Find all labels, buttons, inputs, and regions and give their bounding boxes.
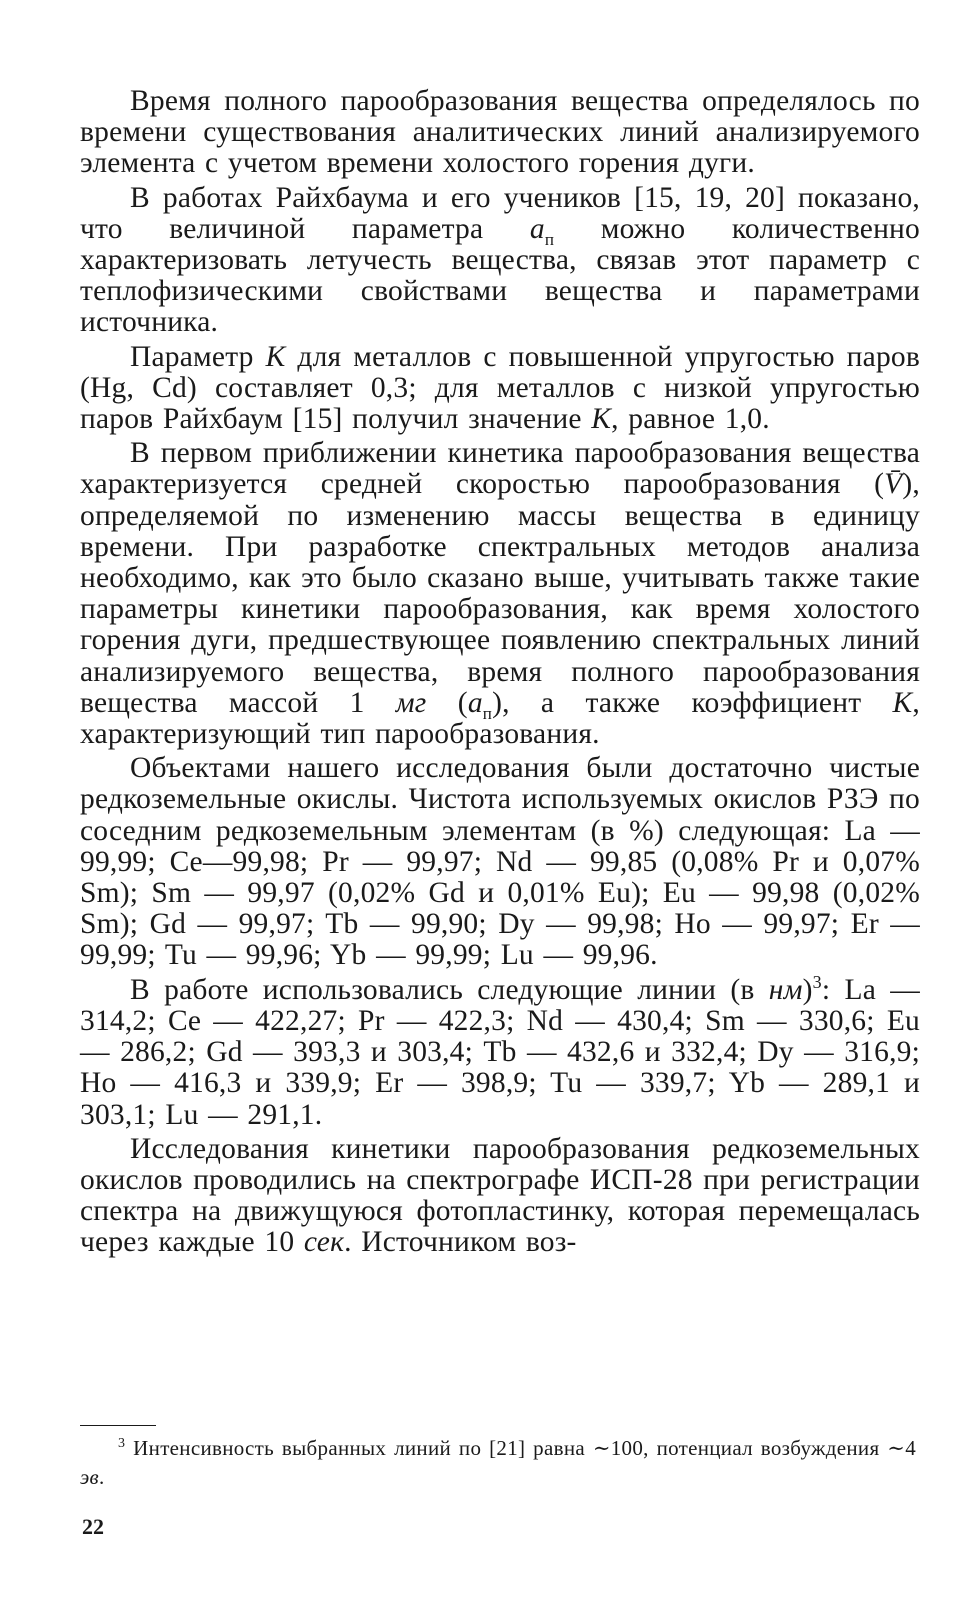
text-run: : La — 314,2; Ce — 422,27; Pr — 422,3; Nd — 430,4; Sm — 330,6; Eu — 286,2; Gd — 393,3 и 303,4; Tb — 432,6 и 332,4; Dy — 316,9; Ho — 416,3 и 339,9; Er — 398,9; Tu — 339,7; Yb — 289,1 и 303,1; Lu — 291,1.	[80, 973, 920, 1131]
text-run: для металлов с повышенной упругостью паров (Hg, Cd) составляет 0,3; для металлов с низкой упругостью паров Райхбаум [15] получил значение	[80, 340, 920, 436]
paragraph	[80, 971, 920, 1131]
paragraph	[80, 753, 920, 971]
italic-run: K	[265, 340, 286, 373]
text-run: В работах Райхбаума и его учеников [15, 19, 20] показано, что величиной параметра	[80, 181, 920, 245]
sub-run: п	[482, 703, 493, 723]
footnote-unit: эв	[80, 1465, 99, 1489]
sup-run: 3	[812, 971, 822, 992]
footnote-marker: 3	[118, 1436, 126, 1451]
text-run: , характеризующий тип парообразования.	[80, 686, 920, 751]
text-run: Исследования кинетики парообразования редкоземельных окислов проводились на спектрографе ИСП-28 при регистрации спектра на движущуюся фотопластинку, которая перемещалась через каждые 10	[80, 1132, 920, 1259]
text-run: ), а также коэффициент	[492, 686, 893, 719]
text-run: ), определяемой по изменению массы вещества в единицу времени. При разработке спектральных методов анализа необходимо, как это было сказано выше, учитывать также такие параметры кинетики парообразования, как время холостого горения дуги, предшествующее появлению спектральных линий анализируемого вещества, время полного парообразования вещества массой 1	[80, 468, 920, 719]
text-run: , равное 1,0.	[611, 403, 770, 436]
page-number: 22	[82, 1514, 104, 1539]
text-run: . Источником воз-	[344, 1226, 577, 1259]
paragraph	[80, 183, 920, 339]
footnote-end: .	[98, 1465, 105, 1489]
paragraph	[80, 86, 920, 180]
text-run: можно количественно характеризовать летучесть вещества, связав этот параметр с теплофизическими свойствами вещества и параметрами источника.	[80, 212, 920, 339]
page-body	[80, 86, 920, 1259]
text-run: В работе использовались следующие линии (в	[130, 973, 769, 1006]
paragraph	[80, 1134, 920, 1259]
italic-run: нм	[768, 973, 803, 1006]
italic-run: мг	[395, 686, 427, 719]
text-run: Время полного парообразования вещества определялось по времени существования аналитических линий анализируемого элемента с учетом времени холостого горения дуги.	[80, 85, 920, 180]
text-run: В первом приближении кинетика парообразования вещества характеризуется средней скоростью парообразования (	[80, 437, 920, 501]
text-run: )	[802, 973, 813, 1006]
italic-run: a	[467, 686, 483, 719]
italic-run: K	[591, 403, 612, 436]
sub-run: п	[544, 229, 555, 249]
text-run: Объектами нашего исследования были достаточно чистые редкоземельные окислы. Чистота используемых окислов РЗЭ по соседним редкоземельным элементам (в %) следующая: La — 99,99; Ce—99,98; Pr — 99,97; Nd — 99,85 (0,08% Pr и 0,07% Sm); Sm — 99,97 (0,02% Gd и 0,01% Eu); Eu — 99,98 (0,02% Sm); Gd — 99,97; Tb — 99,90; Dy — 99,98; Ho — 99,97; Er — 99,99; Tu — 99,96; Yb — 99,99; Lu — 99,96.	[80, 752, 920, 972]
text-run: Параметр	[130, 340, 266, 373]
paragraph	[80, 438, 920, 750]
footnote	[80, 1434, 916, 1492]
paragraph	[80, 342, 920, 436]
footnote-text: Интенсивность выбранных линий по [21] равна ∼100, потенциал возбуждения ∼4	[125, 1436, 916, 1460]
italic-run: a	[529, 212, 545, 245]
italic-run: сек	[303, 1226, 345, 1259]
text-run: (	[426, 686, 468, 719]
italic-run: K	[892, 686, 913, 719]
italic-run: V̄	[884, 468, 903, 501]
footnote-divider	[80, 1425, 156, 1426]
